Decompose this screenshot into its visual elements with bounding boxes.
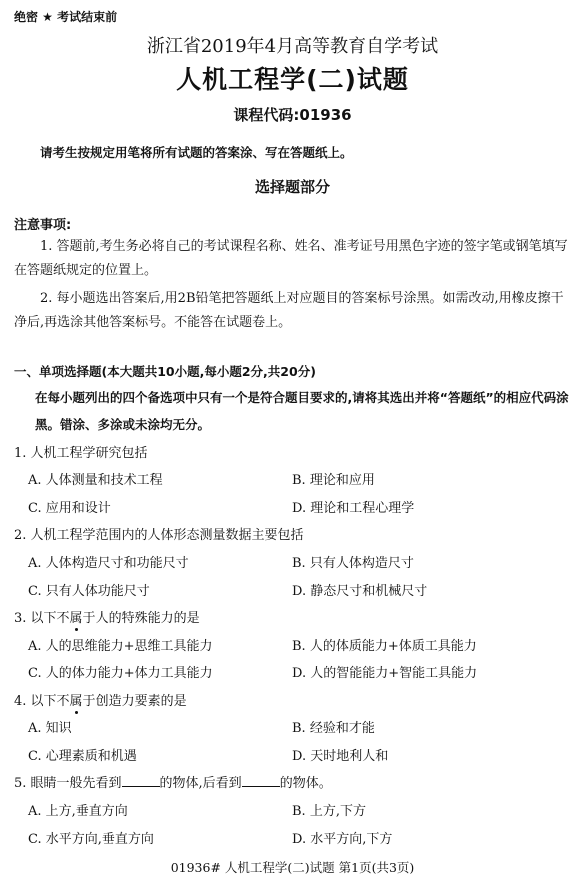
question-2-option-d: D. 静态尺寸和机械尺寸 xyxy=(292,584,428,599)
question-3-option-b: B. 人的体质能力+体质工具能力 xyxy=(292,639,477,654)
question-1-option-c: C. 应用和设计 xyxy=(28,501,111,516)
question-4-option-a: A. 知识 xyxy=(28,721,72,736)
question-5-option-b: B. 上方,下方 xyxy=(292,804,366,819)
exam-title: 人机工程学(二)试题 xyxy=(176,65,409,94)
stem-prefix: 3. 以下 xyxy=(14,611,57,626)
question-1-option-d: D. 理论和工程心理学 xyxy=(292,501,415,516)
stem-suffix: 人的特殊能力的是 xyxy=(95,611,200,626)
question-2-option-c: C. 只有人体功能尺寸 xyxy=(28,584,150,599)
emphasis-dotted: 不属于 xyxy=(57,607,96,626)
question-3-option-c: C. 人的体力能力+体力工具能力 xyxy=(28,666,213,681)
page-footer: 01936# 人机工程学(二)试题 第1页(共3页) xyxy=(170,860,415,875)
fill-blank-1 xyxy=(122,774,160,787)
question-3-option-d: D. 人的智能能力+智能工具能力 xyxy=(292,666,478,681)
question-1-stem: 1. 人机工程学研究包括 xyxy=(14,446,148,461)
emphasis-dotted: 不属于 xyxy=(57,690,96,709)
question-2-option-b: B. 只有人体构造尺寸 xyxy=(292,556,414,571)
answer-instruction: 请考生按规定用笔将所有试题的答案涂、写在答题纸上。 xyxy=(40,145,353,160)
question-1-option-b: B. 理论和应用 xyxy=(292,473,375,488)
question-2-option-a: A. 人体构造尺寸和功能尺寸 xyxy=(28,556,189,571)
stem-part-1: 5. 眼睛一般先看到 xyxy=(14,776,122,791)
part-title: 选择题部分 xyxy=(254,178,330,196)
secret-mark: 绝密 ★ 考试结束前 xyxy=(14,10,118,24)
note-item-2: 2. 每小题选出答案后,用2B铅笔把答题纸上对应题目的答案标号涂黑。如需改动,用橡皮擦干净后,再选涂其他答案标号。不能答在试题卷上。 xyxy=(14,291,564,330)
question-1-option-a: A. 人体测量和技术工程 xyxy=(28,473,163,488)
question-4-option-b: B. 经验和才能 xyxy=(292,721,375,736)
question-5-option-d: D. 水平方向,下方 xyxy=(292,832,393,847)
question-4-option-d: D. 天时地利人和 xyxy=(292,749,389,764)
notes-heading: 注意事项: xyxy=(14,218,72,233)
question-3-stem xyxy=(14,607,200,626)
stem-part-3: 的物体。 xyxy=(279,776,332,791)
question-3-option-a: A. 人的思维能力+思维工具能力 xyxy=(28,639,213,654)
question-4-stem xyxy=(14,690,187,709)
course-code: 课程代码:01936 xyxy=(233,106,352,124)
fill-blank-2 xyxy=(242,774,280,787)
question-5-option-a: A. 上方,垂直方向 xyxy=(28,804,128,819)
question-2-stem: 2. 人机工程学范围内的人体形态测量数据主要包括 xyxy=(14,528,304,543)
section-description: 在每小题列出的四个备选项中只有一个是符合题目要求的,请将其选出并将“答题纸”的相应代码涂黑。错涂、多涂或未涂均无分。 xyxy=(35,390,569,432)
stem-part-2: 的物体,后看到 xyxy=(159,776,242,791)
stem-suffix: 创造力要素的是 xyxy=(95,694,187,709)
stem-prefix: 4. 以下 xyxy=(14,694,57,709)
question-4-option-c: C. 心理素质和机遇 xyxy=(28,749,137,764)
exam-name: 浙江省2019年4月高等教育自学考试 xyxy=(146,36,439,57)
question-5-option-c: C. 水平方向,垂直方向 xyxy=(28,832,154,847)
note-item-1: 1. 答题前,考生务必将自己的考试课程名称、姓名、准考证号用黑色字迹的签字笔或钢笔填写在答题纸规定的位置上。 xyxy=(14,239,568,278)
question-5-stem xyxy=(14,772,332,791)
section-heading: 一、单项选择题(本大题共10小题,每小题2分,共20分) xyxy=(14,364,316,379)
